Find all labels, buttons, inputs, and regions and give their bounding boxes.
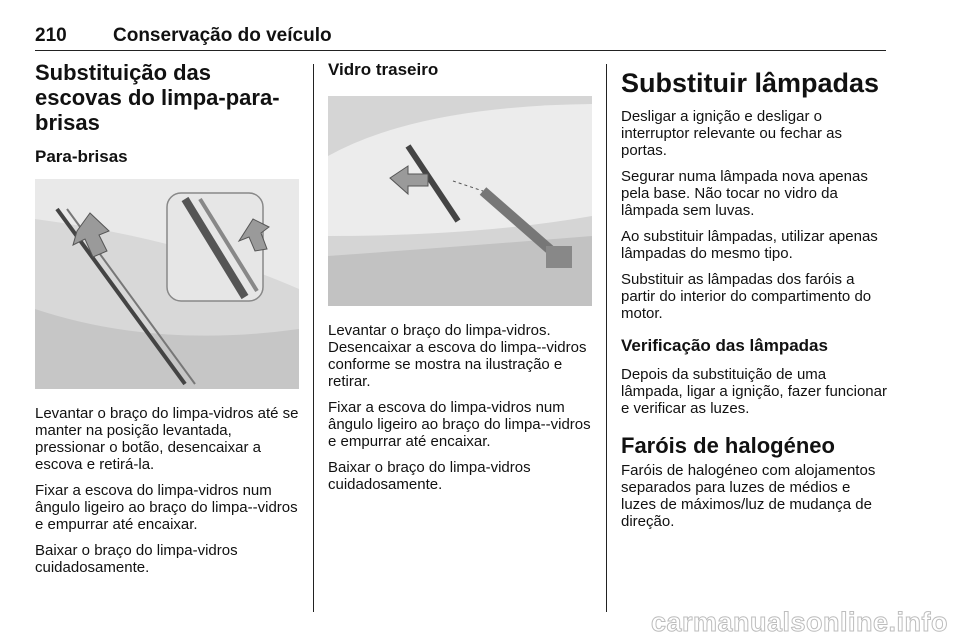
rear-wiper-illustration [328, 96, 592, 306]
bulb-check-paragraph: Depois da substituição de uma lâmpada, ligar a ignição, fazer funcionar e verificar as luzes. [621, 366, 887, 417]
rear-step-3: Baixar o braço do limpa-vidros cuidadosamente. [328, 459, 531, 493]
rear-window-subheading: Vidro traseiro [328, 60, 439, 79]
column-1 [35, 60, 299, 585]
windscreen-wiper-illustration [35, 179, 299, 389]
bulb-step-2: Segurar numa lâmpada nova apenas pela base. Não tocar no vidro da lâmpada sem luvas. [621, 168, 868, 219]
windscreen-step-2: Fixar a escova do limpa-vidros num ângulo ligeiro ao braço do limpa--vidros e empurrar até encaixar. [35, 482, 298, 533]
column-3 [621, 60, 887, 539]
bulb-step-3: Ao substituir lâmpadas, utilizar apenas lâmpadas do mesmo tipo. [621, 228, 878, 262]
bulb-step-1: Desligar a ignição e desligar o interruptor relevante ou fechar as portas. [621, 108, 842, 159]
watermark: carmanualsonline.info [650, 607, 948, 637]
section-title: Conservação do veículo [113, 25, 332, 46]
halogen-paragraph: Faróis de halogéneo com alojamentos separados para luzes de médios e luzes de máximos/luz de mudança de direção. [621, 462, 876, 530]
rear-step-1: Levantar o braço do limpa-vidros. Desencaixar a escova do limpa--vidros conforme se mostra na ilustração e retirar. [328, 322, 587, 390]
windscreen-step-3: Baixar o braço do limpa-vidros cuidadosamente. [35, 542, 238, 576]
bulb-check-subheading: Verificação das lâmpadas [621, 336, 828, 355]
bulb-step-4: Substituir as lâmpadas dos faróis a partir do interior do compartimento do motor. [621, 271, 872, 322]
page-number: 210 [35, 25, 67, 46]
bulb-replacement-heading: Substituir lâmpadas [621, 68, 880, 98]
header-rule [35, 50, 886, 51]
page-header [35, 25, 332, 47]
column-divider-1 [313, 64, 314, 612]
windscreen-subheading: Para-brisas [35, 147, 128, 166]
windscreen-step-1: Levantar o braço do limpa-vidros até se manter na posição levantada, pressionar o botão, desencaixar a escova e retirá-la. [35, 405, 299, 473]
column-divider-2 [606, 64, 607, 612]
halogen-headlights-heading: Faróis de halogéneo [621, 433, 835, 458]
column-2 [328, 60, 592, 502]
wiper-replacement-heading: Substituição das escovas do limpa-para-brisas [35, 60, 280, 135]
rear-step-2: Fixar a escova do limpa-vidros num ângulo ligeiro ao braço do limpa--vidros e empurrar até encaixar. [328, 399, 591, 450]
